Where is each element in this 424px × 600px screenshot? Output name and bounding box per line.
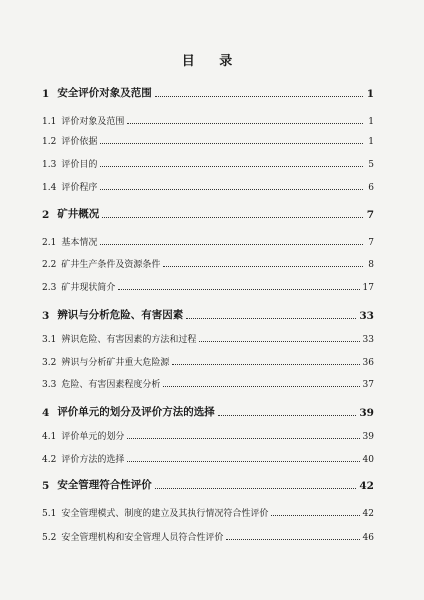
- toc-chapter-entry: [42, 84, 374, 100]
- toc-entry-title: 危险、有害因素程度分析: [61, 380, 161, 390]
- toc-entry-page-number: 1: [366, 88, 374, 100]
- toc-section-entry: [42, 527, 374, 543]
- toc-chapter-entry: [42, 403, 374, 419]
- toc-entry-number: 2.3: [42, 283, 57, 293]
- toc-entry-number: 1: [42, 88, 50, 100]
- dot-leader: [163, 386, 359, 387]
- toc-entry-number: 4.2: [42, 455, 57, 465]
- toc-section-entry: [42, 329, 374, 345]
- toc-entry-page-number: 8: [368, 260, 374, 270]
- toc-entry-page-number: 40: [362, 455, 374, 465]
- toc-section-entry: [42, 277, 374, 293]
- toc-entry-page-number: 39: [362, 432, 374, 442]
- toc-entry-number: 3.3: [42, 380, 57, 390]
- dot-leader: [127, 438, 359, 439]
- toc-section-entry: [42, 232, 374, 248]
- dot-leader: [218, 415, 357, 416]
- toc-entry-page-number: 42: [359, 480, 374, 492]
- toc-entry-page-number: 33: [359, 310, 374, 322]
- toc-entry-number: 5.2: [42, 533, 57, 543]
- toc-entry-page-number: 6: [368, 183, 374, 193]
- page-title: 目 录: [181, 54, 243, 69]
- toc-entry-title: 安全管理模式、制度的建立及其执行情况符合性评价: [61, 509, 269, 519]
- toc-entry-title: 辨识与分析危险、有害因素: [57, 309, 184, 321]
- dot-leader: [127, 461, 359, 462]
- toc-section-entry: [42, 154, 374, 170]
- dot-leader: [155, 488, 357, 489]
- toc-entry-page-number: 36: [362, 358, 374, 368]
- dot-leader: [271, 515, 359, 516]
- toc-entry-page-number: 1: [368, 117, 374, 127]
- toc-entry-number: 3.2: [42, 358, 57, 368]
- toc-entry-page-number: 17: [362, 283, 374, 293]
- toc-section-entry: [42, 449, 374, 465]
- toc-entry-title: 基本情况: [61, 238, 98, 248]
- toc-chapter-entry: [42, 306, 374, 322]
- toc-entry-number: 1.1: [42, 117, 57, 127]
- toc-entry-title: 评价程序: [61, 183, 98, 193]
- toc-entry-title: 评价单元的划分: [61, 432, 125, 442]
- toc-chapter-entry: [42, 205, 374, 221]
- toc-entry-title: 评价目的: [61, 160, 98, 170]
- dot-leader: [100, 244, 363, 245]
- toc-entry-title: 评价方法的选择: [61, 455, 125, 465]
- toc-entry-number: 1.4: [42, 183, 57, 193]
- toc-entry-number: 2.1: [42, 238, 57, 248]
- toc-entry-page-number: 7: [368, 238, 374, 248]
- toc-entry-number: 1.2: [42, 137, 57, 147]
- dot-leader: [226, 539, 359, 540]
- toc-entry-title: 评价单元的划分及评价方法的选择: [57, 406, 215, 418]
- toc-entry-title: 矿井生产条件及资源条件: [61, 260, 161, 270]
- dot-leader: [155, 96, 363, 97]
- toc-section-entry: [42, 254, 374, 270]
- toc-entry-title: 矿井概况: [57, 208, 100, 220]
- toc-entry-title: 安全评价对象及范围: [57, 87, 152, 99]
- toc-section-entry: [42, 352, 374, 368]
- dot-leader: [102, 217, 363, 218]
- toc-entry-title: 辨识与分析矿井重大危险源: [61, 358, 170, 368]
- toc-entry-title: 矿井现状简介: [61, 283, 116, 293]
- dot-leader: [100, 189, 363, 190]
- toc-entry-number: 1.3: [42, 160, 57, 170]
- toc-entry-number: 5.1: [42, 509, 57, 519]
- toc-entry-page-number: 39: [359, 407, 374, 419]
- toc-entry-page-number: 46: [362, 533, 374, 543]
- toc-entry-number: 5: [42, 480, 50, 492]
- toc-entry-number: 2.2: [42, 260, 57, 270]
- toc-entry-title: 辨识危险、有害因素的方法和过程: [61, 335, 197, 345]
- toc-entry-page-number: 42: [362, 509, 374, 519]
- dot-leader: [118, 289, 359, 290]
- toc-entry-page-number: 5: [368, 160, 374, 170]
- toc-entry-number: 2: [42, 209, 50, 221]
- dot-leader: [127, 123, 363, 124]
- toc-section-entry: [42, 111, 374, 127]
- dot-leader: [172, 364, 359, 365]
- toc-chapter-entry: [42, 476, 374, 492]
- toc-section-entry: [42, 131, 374, 147]
- dot-leader: [186, 318, 356, 319]
- toc-entry-title: 评价对象及范围: [61, 117, 125, 127]
- toc-section-entry: [42, 503, 374, 519]
- toc-entry-page-number: 7: [366, 209, 374, 221]
- toc-entry-title: 评价依据: [61, 137, 98, 147]
- toc-entry-number: 3: [42, 310, 50, 322]
- toc-section-entry: [42, 374, 374, 390]
- toc-entry-page-number: 1: [368, 137, 374, 147]
- toc-section-entry: [42, 177, 374, 193]
- dot-leader: [163, 266, 363, 267]
- dot-leader: [100, 143, 363, 144]
- dot-leader: [199, 341, 359, 342]
- toc-entry-number: 4.1: [42, 432, 57, 442]
- toc-entry-number: 4: [42, 407, 50, 419]
- toc-entry-number: 3.1: [42, 335, 57, 345]
- toc-entry-title: 安全管理符合性评价: [57, 479, 152, 491]
- toc-section-entry: [42, 426, 374, 442]
- toc-entry-page-number: 33: [362, 335, 374, 345]
- dot-leader: [100, 166, 363, 167]
- toc-entry-title: 安全管理机构和安全管理人员符合性评价: [61, 533, 224, 543]
- toc-entry-page-number: 37: [362, 380, 374, 390]
